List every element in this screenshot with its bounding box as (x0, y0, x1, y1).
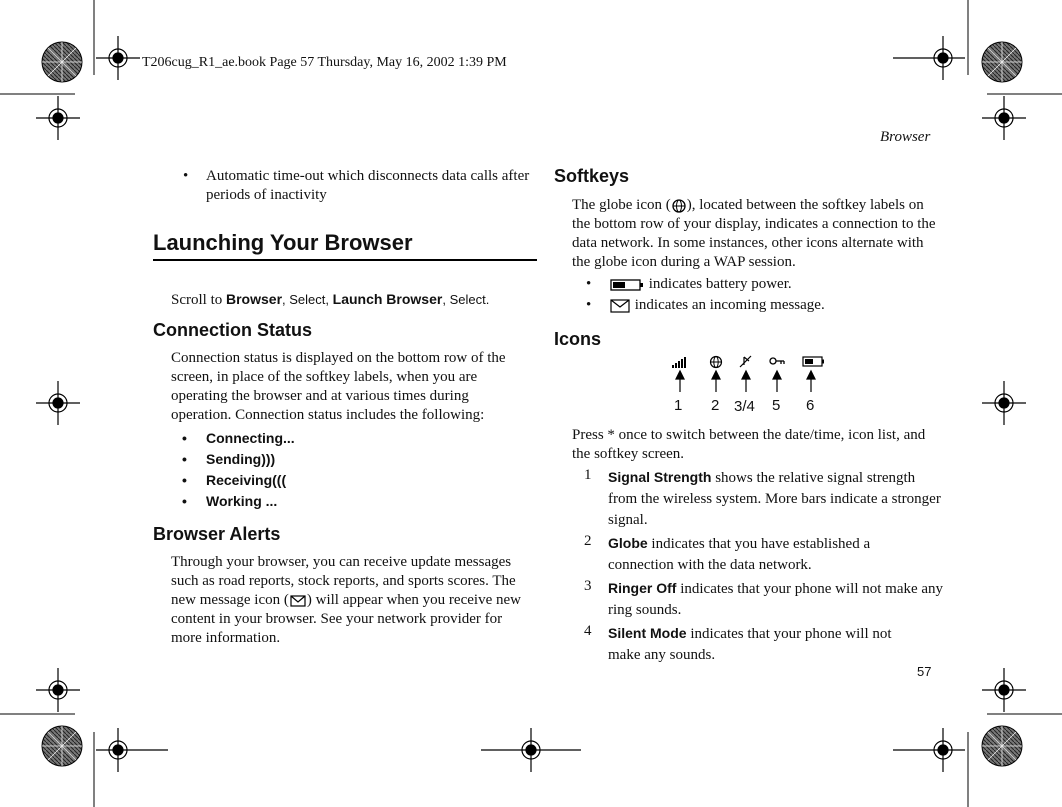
connection-heading: Connection Status (153, 320, 313, 340)
envelope-icon (289, 594, 307, 608)
key-icon (770, 358, 784, 364)
icons-heading: Icons (554, 329, 602, 349)
alerts-text-a: Through your browser, you can receive update messages such as road reports, stock reports, and sports scores. The new message icon ( (171, 554, 516, 608)
diagram-label-1: 1 (674, 397, 683, 414)
softkey-select: Select (449, 292, 486, 307)
launch-instruction (171, 290, 489, 310)
launch-heading: Launching Your Browser (153, 230, 413, 255)
diagram-label-2: 2 (711, 397, 720, 414)
status-connecting: Connecting... (206, 430, 295, 446)
battery-bullet-text: indicates battery power. (648, 276, 792, 292)
bullet-intro-text: Automatic time-out which disconnects data calls after periods of inactivity (206, 168, 530, 203)
envelope-icon (609, 298, 631, 314)
ringer-off-icon (740, 356, 751, 367)
file-info-slug: T206cug_R1_ae.book Page 57 Thursday, May 16, 2002 1:39 PM (142, 55, 507, 70)
page-number: 57 (917, 664, 932, 679)
list-item (584, 578, 944, 621)
term-silent-mode: Silent Mode (608, 625, 687, 641)
diagram-label-3-4: 3/4 (734, 398, 755, 415)
desc: shows the relative signal strength from the wireless system. More bars indicate a stronger signal. (608, 470, 941, 528)
list-item (584, 467, 944, 531)
globe-icon (671, 199, 687, 213)
scroll-to-text: Scroll to (171, 292, 223, 308)
term-globe: Globe (608, 535, 648, 551)
list-item: • Receiving((( (182, 472, 287, 488)
message-bullet-text: indicates an incoming message. (634, 297, 825, 313)
softkeys-body (572, 196, 940, 272)
desc: indicates that you have established a connection with the data network. (608, 536, 871, 573)
battery-icon (803, 357, 824, 366)
alerts-heading: Browser Alerts (153, 524, 281, 544)
connection-status-list (182, 430, 295, 514)
item-number: 1 (584, 467, 592, 483)
heading-rule (153, 259, 537, 261)
sep: , (325, 292, 333, 307)
softkeys-text-a: The globe icon ( (572, 197, 671, 213)
icon-definitions (584, 467, 944, 666)
definition-text (608, 578, 944, 621)
status-receiving: Receiving((( (206, 472, 287, 488)
item-number: 3 (584, 578, 592, 594)
sep: , (442, 292, 450, 307)
term-ringer-off: Ringer Off (608, 580, 677, 596)
list-item: • Sending))) (182, 451, 276, 467)
message-bullet: • indicates an incoming message. (586, 297, 825, 313)
item-number: 4 (584, 623, 592, 639)
press-instruction: Press * once to switch between the date/time, icon list, and the softkey screen. (572, 427, 926, 462)
softkey-select: Select (289, 292, 326, 307)
alerts-text-b: ) will appear when you receive new content in your browser. See your network provider for more information. (171, 592, 521, 646)
term-signal-strength: Signal Strength (608, 469, 712, 485)
connection-body: Connection status is displayed on the bottom row of the screen, in place of the softkey labels, when you are operating the browser and at various times during operation. Connection status includes the following: (171, 350, 506, 423)
list-item (584, 623, 944, 666)
desc: indicates that your phone will not make any sounds. (608, 626, 892, 663)
list-item (584, 533, 944, 576)
definition-text (608, 467, 944, 531)
definition-text (608, 623, 918, 666)
diagram-label-6: 6 (806, 397, 815, 414)
diagram-label-5: 5 (772, 397, 781, 414)
softkeys-heading: Softkeys (554, 166, 630, 186)
globe-icon (711, 357, 722, 368)
battery-icon (609, 278, 645, 292)
menu-launch-browser: Launch Browser (332, 291, 443, 307)
bullet-intro: • Automatic time-out which disconnects data calls after periods of inactivity (183, 168, 530, 203)
sep: , (282, 292, 290, 307)
list-item: • Working ... (182, 493, 278, 509)
battery-bullet: • indicates battery power. (586, 276, 792, 292)
status-sending: Sending))) (206, 451, 276, 467)
icon-diagram (665, 352, 835, 392)
end: . (485, 292, 490, 307)
desc: indicates that your phone will not make any ring sounds. (608, 581, 944, 618)
running-title: Browser (880, 129, 931, 145)
list-item: • Connecting... (182, 430, 295, 446)
alerts-body (171, 553, 536, 648)
menu-browser: Browser (226, 291, 283, 307)
definition-text (608, 533, 888, 576)
softkeys-text-b: ), located between the softkey labels on the bottom row of your display, indicates a connection to the data network. In some instances, other icons alternate with the globe icon during a WAP session. (572, 197, 936, 270)
item-number: 2 (584, 533, 592, 549)
signal-strength-icon (672, 357, 686, 368)
status-working: Working ... (206, 493, 278, 509)
